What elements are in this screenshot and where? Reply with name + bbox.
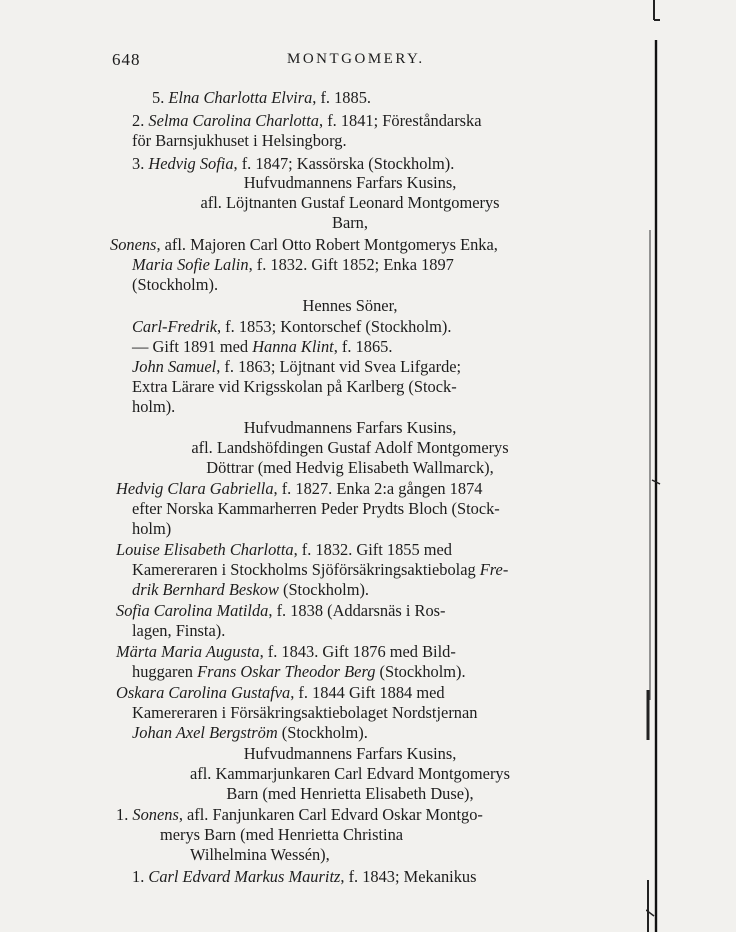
text-line: Carl-Fredrik, f. 1853; Kontorschef (Stockholm). (132, 317, 452, 336)
text-line: Sonens, afl. Majoren Carl Otto Robert Montgomerys Enka, (110, 235, 498, 254)
text-line: Louise Elisabeth Charlotta, f. 1832. Gift 1855 med (116, 540, 453, 559)
section-heading: afl. Löjtnanten Gustaf Leonard Montgomerys (200, 193, 500, 212)
section-heading: Hufvudmannens Farfars Kusins, (243, 418, 457, 437)
text-line: 3. Hedvig Sofia, f. 1847; Kassörska (Stockholm). (132, 154, 455, 173)
text-line: Sofia Carolina Matilda, f. 1838 (Addarsnäs i Ros- (116, 601, 446, 620)
section-heading: Barn (med Henrietta Elisabeth Duse), (226, 784, 474, 803)
section-heading: afl. Kammarjunkaren Carl Edvard Montgomerys (190, 764, 510, 783)
section-heading: Barn, (332, 213, 368, 232)
text-line: Hedvig Clara Gabriella, f. 1827. Enka 2:a gången 1874 (116, 479, 483, 498)
text-line: efter Norska Kammarherren Peder Prydts Bloch (Stock- (132, 499, 500, 518)
binding-edge (646, 0, 736, 932)
text-line: — Gift 1891 med Hanna Klint, f. 1865. (132, 337, 393, 356)
running-head: MONTGOMERY. (287, 51, 425, 67)
text-line: för Barnsjukhuset i Helsingborg. (132, 131, 347, 150)
section-heading: Hufvudmannens Farfars Kusins, (243, 173, 457, 192)
page-header (112, 50, 592, 74)
text-line: Wilhelmina Wessén), (190, 845, 330, 864)
text-line: holm) (132, 519, 172, 538)
text-line: Extra Lärare vid Krigsskolan på Karlberg (Stock- (132, 377, 457, 396)
text-line: John Samuel, f. 1863; Löjtnant vid Svea Lifgarde; (132, 357, 462, 376)
text-line: Kamereraren i Stockholms Sjöförsäkringsaktiebolag Fre- (132, 560, 509, 579)
text-line: Märta Maria Augusta, f. 1843. Gift 1876 med Bild- (116, 642, 456, 661)
text-line: 1. Carl Edvard Markus Mauritz, f. 1843; Mekanikus (132, 867, 477, 886)
text-line: (Stockholm). (132, 275, 219, 294)
text-line: merys Barn (med Henrietta Christina (160, 825, 404, 844)
text-line: Johan Axel Bergström (Stockholm). (132, 723, 368, 742)
text-line: lagen, Finsta). (132, 621, 226, 640)
page-number: 648 (112, 50, 141, 69)
section-heading: Döttrar (med Hedvig Elisabeth Wallmarck), (206, 458, 494, 477)
section-heading: afl. Landshöfdingen Gustaf Adolf Montgomerys (191, 438, 509, 457)
section-heading: Hufvudmannens Farfars Kusins, (243, 744, 457, 763)
text-line: Maria Sofie Lalin, f. 1832. Gift 1852; Enka 1897 (132, 255, 454, 274)
text-line: 1. Sonens, afl. Fanjunkaren Carl Edvard Oskar Montgo- (116, 805, 483, 824)
text-line: holm). (132, 397, 176, 416)
text-line: huggaren Frans Oskar Theodor Berg (Stockholm). (132, 662, 466, 681)
text-line: 5. Elna Charlotta Elvira, f. 1885. (152, 88, 371, 107)
text-line: Kamereraren i Försäkringsaktiebolaget Nordstjernan (132, 703, 478, 722)
text-line: drik Bernhard Beskow (Stockholm). (132, 580, 370, 599)
text-line: Oskara Carolina Gustafva, f. 1844 Gift 1884 med (116, 683, 445, 702)
text-line: 2. Selma Carolina Charlotta, f. 1841; Föreståndarska (132, 111, 482, 130)
section-heading: Hennes Söner, (302, 296, 398, 315)
